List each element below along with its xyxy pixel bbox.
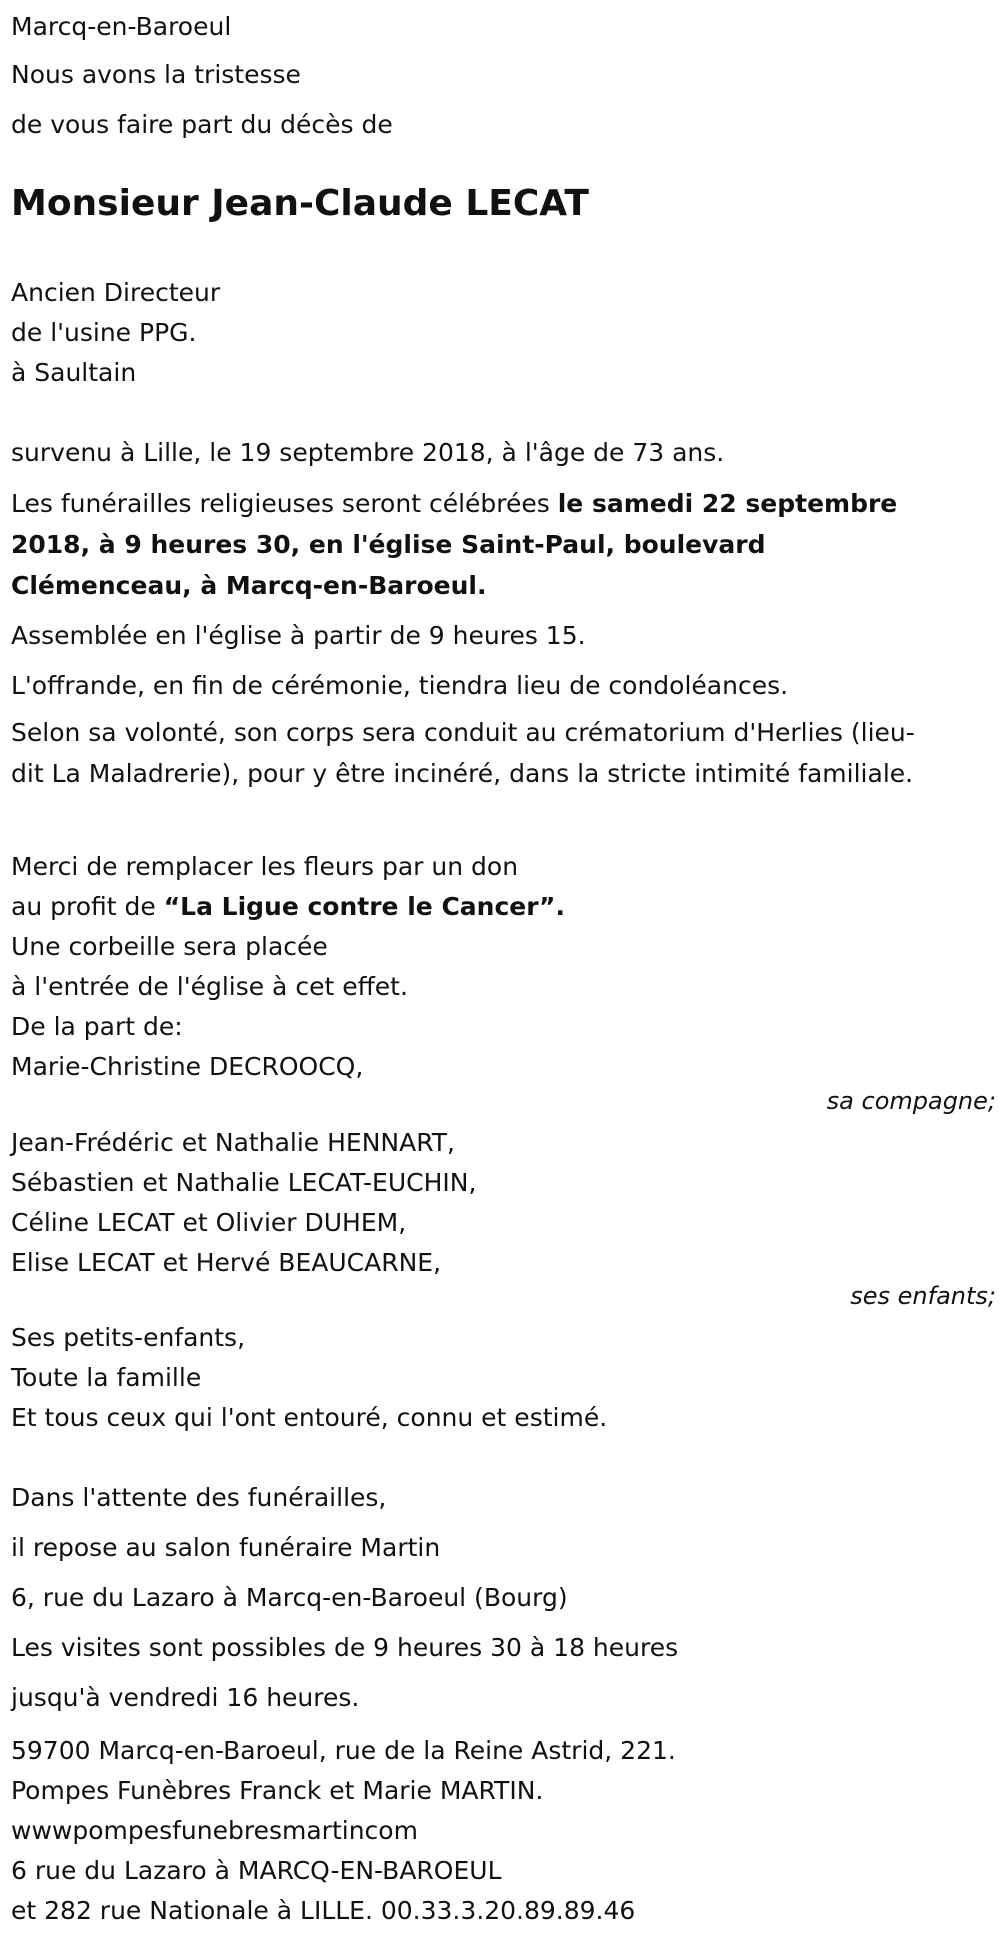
death-text: survenu à Lille, le 19 septembre 2018, à l'âge de 73 ans. (11, 438, 725, 467)
family-from: De la part de: (11, 1012, 183, 1041)
family-partner-role: sa compagne; (826, 1087, 996, 1115)
funeral-home-address-3: et 282 rue Nationale à LILLE. 00.33.3.20.89.89.46 (11, 1896, 636, 1925)
funeral-intro: Les funérailles religieuses seront célébrées (11, 489, 558, 518)
funeral-home-name: Pompes Funèbres Franck et Marie MARTIN. (11, 1776, 544, 1805)
donation-line-4: à l'entrée de l'église à cet effet. (11, 972, 408, 1001)
family-child-4: Elise LECAT et Hervé BEAUCARNE, (11, 1248, 442, 1277)
deceased-role-2: de l'usine PPG. (11, 318, 197, 347)
family-child-3: Céline LECAT et Olivier DUHEM, (11, 1208, 407, 1237)
funeral-home-address: 59700 Marcq-en-Baroeul, rue de la Reine Astrid, 221. (11, 1736, 676, 1765)
funeral-cremation: Selon sa volonté, son corps sera conduit au crématorium d'Herlies (lieu-dit La Maladrerie), pour y être incinéré, dans la stricte intimité familiale. (11, 718, 915, 788)
header-intro-2: de vous faire part du décès de (11, 110, 393, 139)
funeral-home-address-2: 6 rue du Lazaro à MARCQ-EN-BAROEUL (11, 1856, 502, 1885)
funeral-home-website[interactable] (11, 1814, 418, 1848)
rest-line-4: Les visites sont possibles de 9 heures 30 à 18 heures (11, 1633, 679, 1662)
rest-line-5: jusqu'à vendredi 16 heures. (11, 1683, 360, 1712)
funeral-details: le samedi 22 septembre 2018, à 9 heures 30, en l'église Saint-Paul, boulevard Clémenceau, à Marcq-en-Baroeul. (11, 489, 898, 600)
deceased-role-3: à Saultain (11, 358, 137, 387)
family-child-2: Sébastien et Nathalie LECAT-EUCHIN, (11, 1168, 477, 1197)
family-grandchildren: Ses petits-enfants, (11, 1323, 246, 1352)
donation-line-3: Une corbeille sera placée (11, 932, 328, 961)
header-intro-1: Nous avons la tristesse (11, 60, 301, 89)
family-children-role: ses enfants; (850, 1282, 996, 1310)
rest-line-1: Dans l'attente des funérailles, (11, 1483, 387, 1512)
family-child-1: Jean-Frédéric et Nathalie HENNART, (11, 1128, 455, 1157)
funeral-offering: L'offrande, en fin de cérémonie, tiendra lieu de condoléances. (11, 671, 789, 700)
deceased-role-1: Ancien Directeur (11, 278, 221, 307)
family-partner: Marie-Christine DECROOCQ, (11, 1052, 364, 1081)
donation-line-2 (11, 890, 565, 924)
family-whole: Toute la famille (11, 1363, 202, 1392)
family-others: Et tous ceux qui l'ont entouré, connu et estimé. (11, 1403, 608, 1432)
header-town: Marcq-en-Baroeul (11, 12, 232, 41)
donation-line-2-prefix: au profit de (11, 892, 164, 921)
donation-charity: “La Ligue contre le Cancer”. (163, 892, 565, 921)
donation-line-1: Merci de remplacer les fleurs par un don (11, 852, 519, 881)
deceased-name: Monsieur Jean-Claude LECAT (11, 183, 589, 224)
rest-line-3: 6, rue du Lazaro à Marcq-en-Baroeul (Bourg) (11, 1583, 568, 1612)
funeral-assembly: Assemblée en l'église à partir de 9 heures 15. (11, 621, 586, 650)
rest-line-2: il repose au salon funéraire Martin (11, 1533, 441, 1562)
funeral-paragraph (11, 483, 951, 606)
funeral-home-website-link[interactable]: wwwpompesfunebresmartincom (11, 1816, 418, 1845)
